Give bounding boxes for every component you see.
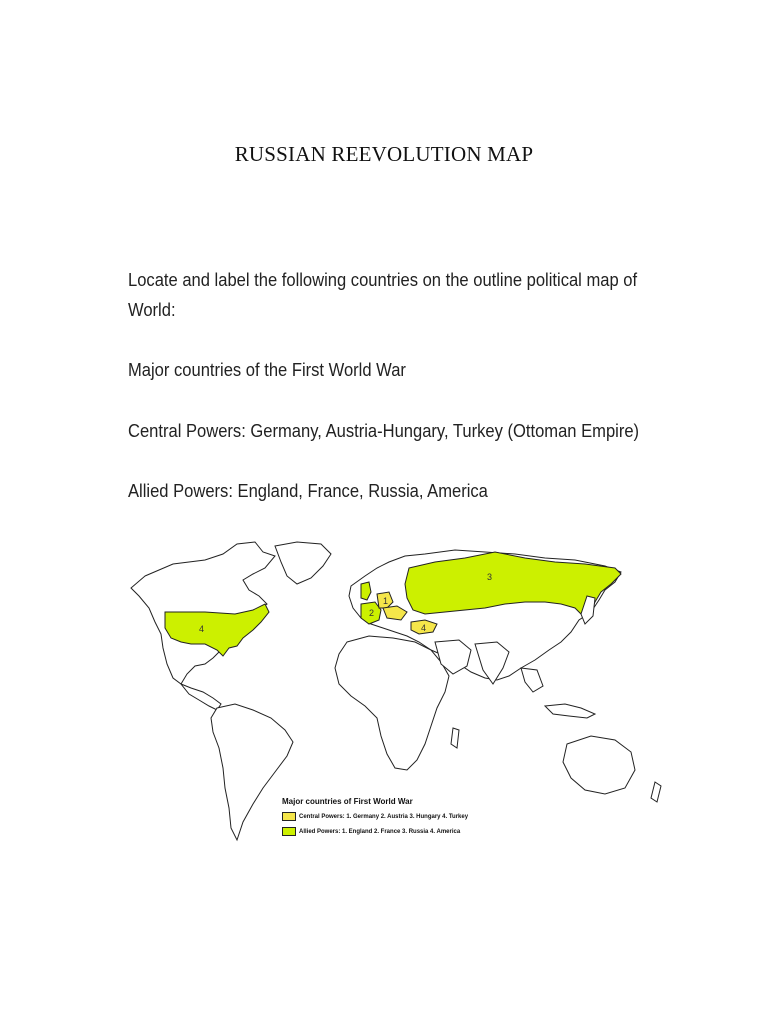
africa-landmass — [335, 636, 449, 770]
subheading-text: Major countries of the First World War — [128, 360, 406, 380]
allied-swatch — [282, 827, 296, 836]
central-swatch — [282, 812, 296, 821]
allied-powers-text: Allied Powers: England, France, Russia, America — [128, 481, 488, 501]
page-title: RUSSIAN REEVOLUTION MAP — [234, 142, 534, 166]
central-powers-text: Central Powers: Germany, Austria-Hungary, Turkey (Ottoman Empire) — [128, 421, 640, 441]
legend-allied-row — [282, 827, 512, 836]
legend-title: Major countries of First World War — [282, 797, 413, 806]
southeast-asia-landmass — [521, 668, 543, 692]
france-label: 2 — [369, 608, 375, 618]
turkey-label: 4 — [421, 623, 427, 633]
greenland-landmass — [275, 542, 331, 584]
instructions-text: Locate and label the following countries on the outline political map of World: — [128, 270, 638, 320]
central-america-landmass — [181, 684, 221, 710]
map-legend — [282, 797, 512, 842]
south-america-landmass — [211, 704, 293, 840]
russia-label: 3 — [487, 572, 493, 582]
australia-landmass — [563, 736, 635, 794]
usa-label: 4 — [199, 624, 205, 634]
legend-central-row — [282, 812, 512, 821]
legend-central-text: Central Powers: 1. Germany 2. Austria 3. Hungary 4. Turkey — [299, 813, 469, 820]
indonesia-landmass — [545, 704, 595, 718]
new-zealand-landmass — [651, 782, 661, 802]
legend-allied-text: Allied Powers: 1. England 2. France 3. Russia 4. America — [299, 828, 461, 835]
germany-label: 1 — [383, 596, 389, 606]
madagascar-landmass — [451, 728, 459, 748]
